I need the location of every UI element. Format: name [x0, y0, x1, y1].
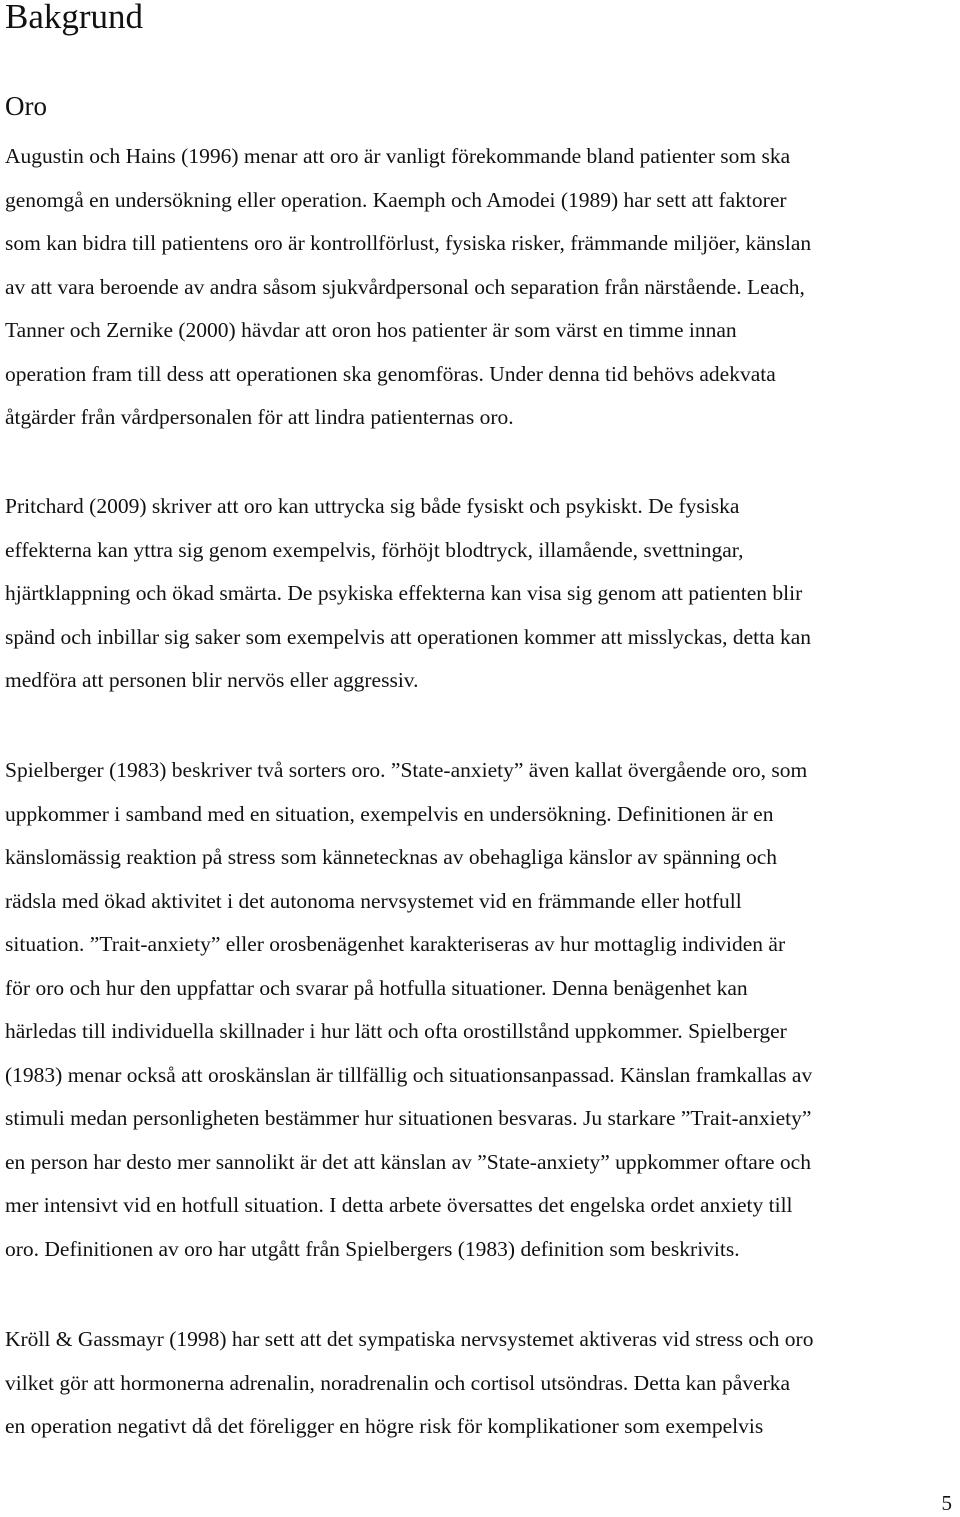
text-line: (1983) menar också att oroskänslan är tillfällig och situationsanpassad. Känslan framkallas av [5, 1062, 813, 1087]
text-line: stimuli medan personligheten bestämmer hur situationen besvaras. Ju starkare ”Trait-anxiety” [5, 1106, 812, 1130]
text-line: operation fram till dess att operationen ska genomföras. Under denna tid behövs adekvata [5, 361, 776, 386]
text-line: vilket gör att hormonerna adrenalin, noradrenalin och cortisol utsöndras. Detta kan påverka [5, 1370, 791, 1395]
text-line: situation. ”Trait-anxiety” eller orosbenägenhet karakteriseras av hur mottaglig individen är [5, 932, 786, 956]
text-line: mer intensivt vid en hotfull situation. I detta arbete översattes det engelska ordet anxiety till [5, 1193, 793, 1217]
text-line: Spielberger (1983) beskriver två sorters oro. ”State-anxiety” även kallat övergående oro, som [5, 758, 808, 782]
paragraph-spielberger [5, 749, 955, 1271]
text-line: genomgå en undersökning eller operation. Kaemph och Amodei (1989) har sett att faktorer [5, 187, 787, 212]
text-line: spänd och inbillar sig saker som exempelvis att operationen kommer att misslyckas, detta kan [5, 624, 812, 649]
paragraph-oro-causes [5, 135, 955, 440]
text-line: härledas till individuella skillnader i hur lätt och ofta orostillstånd uppkommer. Spielberger [5, 1019, 787, 1043]
text-line: Pritchard (2009) skriver att oro kan uttrycka sig både fysiskt och psykiskt. De fysiska [5, 494, 740, 518]
text-line: Tanner och Zernike (2000) hävdar att oron hos patienter är som värst en timme innan [5, 318, 737, 342]
page-number: 5 [941, 1491, 952, 1515]
text-line: som kan bidra till patientens oro är kontrollförlust, fysiska risker, främmande miljöer, känslan [5, 231, 812, 255]
text-line: Kröll & Gassmayr (1998) har sett att det sympatiska nervsystemet aktiveras vid stress och oro [5, 1327, 814, 1351]
text-line: en operation negativt då det föreligger en högre risk för komplikationer som exempelvis [5, 1414, 764, 1438]
text-line: medföra att personen blir nervös eller aggressiv. [5, 668, 419, 692]
text-line: av att vara beroende av andra såsom sjukvårdpersonal och separation från närstående. Leach, [5, 274, 805, 299]
text-line: en person har desto mer sannolikt är det att känslan av ”State-anxiety” uppkommer oftare och [5, 1149, 811, 1174]
text-line: oro. Definitionen av oro har utgått från Spielbergers (1983) definition som beskrivits. [5, 1236, 740, 1261]
text-line: uppkommer i samband med en situation, exempelvis en undersökning. Definitionen är en [5, 801, 774, 826]
paragraph-oro-effects [5, 485, 955, 703]
text-line: rädsla med ökad aktivitet i det autonoma nervsystemet vid en främmande eller hotfull [5, 888, 742, 913]
text-line: åtgärder från vårdpersonalen för att lindra patienternas oro. [5, 405, 514, 429]
paragraph-sympathetic-system [5, 1318, 955, 1449]
text-line: effekterna kan yttra sig genom exempelvis, förhöjt blodtryck, illamående, svettningar, [5, 537, 744, 562]
text-line: hjärtklappning och ökad smärta. De psykiska effekterna kan visa sig genom att patienten blir [5, 581, 803, 605]
subsection-heading: Oro [5, 91, 47, 121]
text-line: känslomässig reaktion på stress som kännetecknas av obehagliga känslor av spänning och [5, 845, 778, 869]
text-line: för oro och hur den uppfattar och svarar på hotfulla situationer. Denna benägenhet kan [5, 975, 748, 1000]
section-heading: Bakgrund [5, 0, 144, 36]
text-line: Augustin och Hains (1996) menar att oro är vanligt förekommande bland patienter som ska [5, 144, 791, 168]
